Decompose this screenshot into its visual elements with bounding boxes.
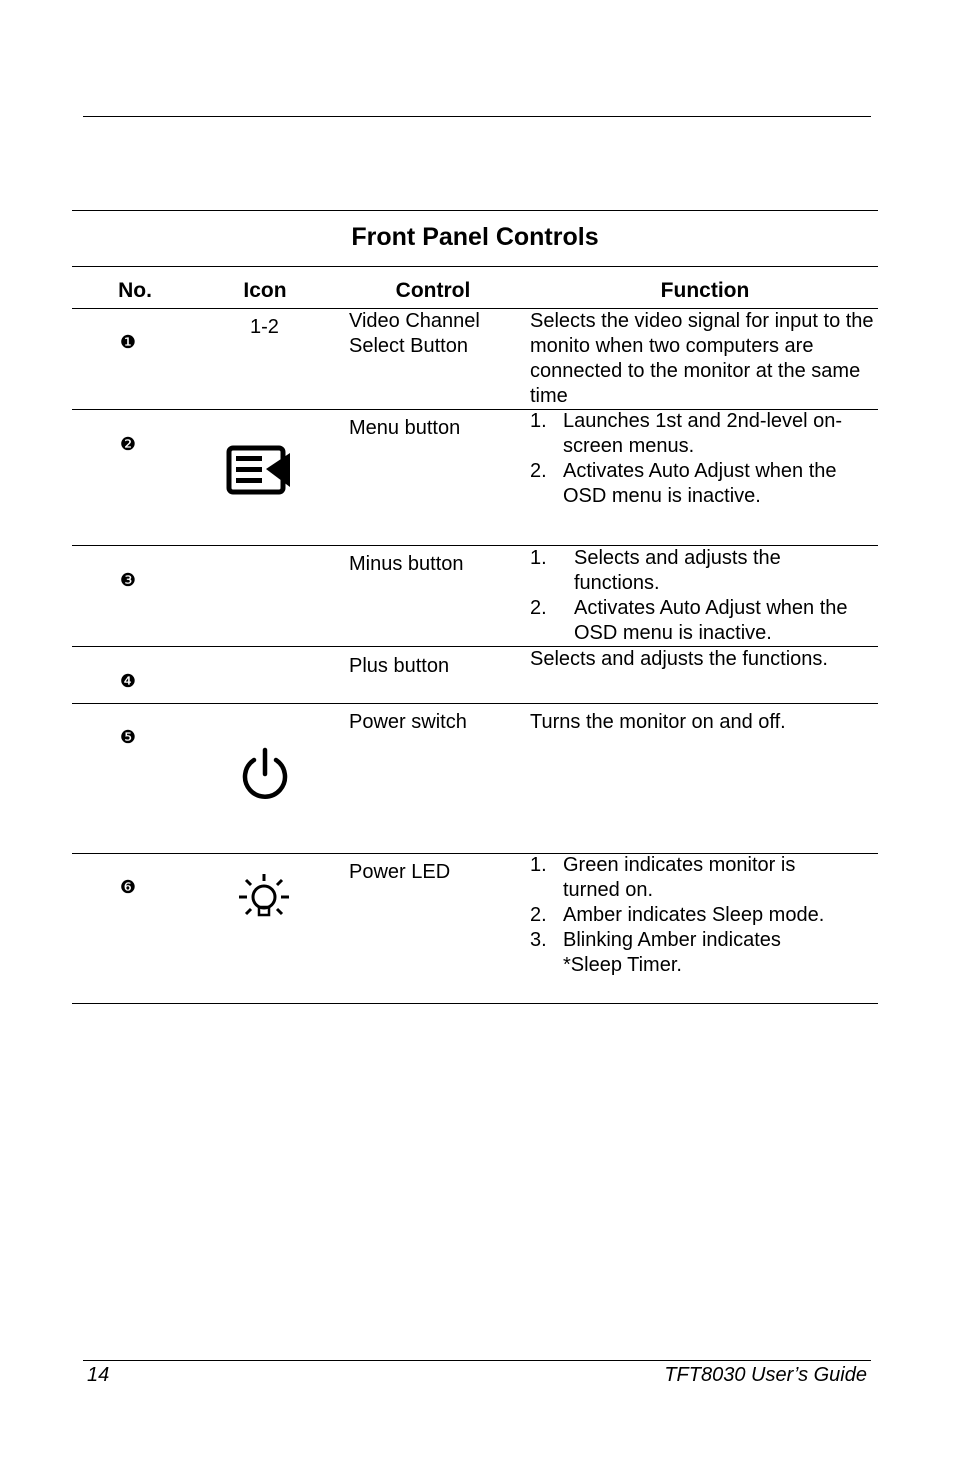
function-item (530, 903, 874, 928)
list-text: Selects and adjusts the functions. (574, 547, 781, 594)
page-number: 14 (87, 1364, 110, 1386)
header-no: No. (118, 279, 152, 302)
guide-title: TFT8030 User’s Guide (664, 1364, 867, 1386)
table-top-rule (72, 210, 878, 211)
control-name: Menu button (349, 417, 461, 439)
list-marker: 2. (530, 597, 547, 619)
title-rule (72, 266, 878, 267)
function-item (530, 409, 874, 459)
header-function: Function (660, 279, 750, 302)
header-icon: Icon (243, 279, 287, 302)
row-number: ❻ (119, 877, 137, 897)
list-marker: 3. (530, 929, 547, 951)
header-rule (83, 116, 871, 117)
list-text: Activates Auto Adjust when the OSD menu is inactive. (563, 460, 837, 507)
row-number: ❺ (119, 727, 137, 747)
row-divider (72, 703, 878, 704)
list-text: Launches 1st and 2nd-level on-screen menus. (563, 410, 843, 457)
icon-text-1-2: 1-2 (250, 316, 279, 338)
power-icon (239, 746, 291, 804)
function-list (530, 409, 874, 509)
table-bottom-rule (72, 1003, 878, 1004)
table-title: Front Panel Controls (351, 223, 599, 251)
control-name: Video Channel Select Button (349, 310, 480, 357)
control-name: Power LED (349, 861, 451, 883)
list-text: Amber indicates Sleep mode. (563, 904, 825, 926)
function-list (530, 853, 874, 978)
row-number: ❷ (119, 434, 137, 454)
function-item (530, 459, 874, 509)
control-name: Power switch (349, 711, 467, 733)
led-bulb-icon (234, 870, 294, 930)
row-number: ❸ (119, 570, 137, 590)
list-text: Blinking Amber indicates *Sleep Timer. (563, 929, 781, 976)
list-marker: 2. (530, 460, 547, 482)
footer-rule (83, 1360, 871, 1361)
list-text: Activates Auto Adjust when the OSD menu is inactive. (574, 597, 848, 644)
list-marker: 1. (530, 854, 547, 876)
list-marker: 2. (530, 904, 547, 926)
function-text: Selects and adjusts the functions. (530, 648, 828, 670)
row-number: ❹ (119, 671, 137, 691)
list-marker: 1. (530, 410, 547, 432)
function-item (530, 596, 860, 646)
row-number: ❶ (119, 332, 137, 352)
list-marker: 1. (530, 547, 547, 569)
function-text: Turns the monitor on and off. (530, 711, 786, 733)
function-item (530, 853, 874, 903)
control-name: Plus button (349, 655, 450, 677)
function-list (530, 546, 860, 646)
function-item (530, 546, 860, 596)
function-text: Selects the video signal for input to the monito when two computers are connected to the monitor at the same time (530, 310, 874, 407)
control-name: Minus button (349, 553, 464, 575)
list-text: Green indicates monitor is turned on. (563, 854, 796, 901)
header-control: Control (395, 279, 471, 302)
function-item (530, 928, 874, 978)
menu-icon (226, 445, 294, 497)
